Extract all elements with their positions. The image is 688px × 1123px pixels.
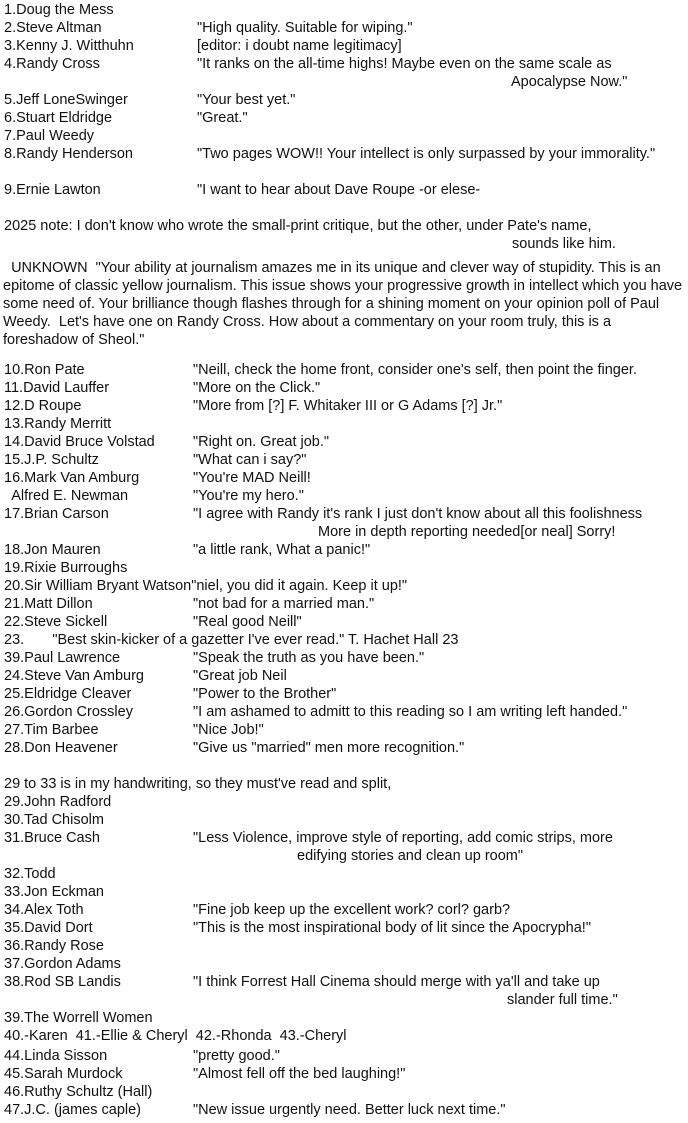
handwriting-note-text: 29 to 33 is in my handwriting, so they must've read and split,	[4, 776, 392, 792]
entry-name: 32.Todd	[4, 866, 56, 882]
entry-row	[0, 433, 688, 451]
entry-quote: "I want to hear about Dave Roupe -or elese-	[197, 182, 481, 198]
entry-name: 15.J.P. Schultz	[4, 452, 99, 468]
entry-row	[0, 793, 688, 811]
entry-name: 34.Alex Toth	[4, 902, 84, 918]
entry-quote-continuation: edifying stories and clean up room"	[297, 848, 523, 864]
entry-row	[0, 595, 688, 613]
entry-row	[0, 811, 688, 829]
entry-name: 17.Brian Carson	[4, 506, 109, 522]
entry-name: 11.David Lauffer	[4, 380, 110, 396]
entry-row	[0, 379, 688, 397]
unknown-critique: UNKNOWN "Your ability at journalism amazes me in its unique and clever way of stupidity. This is an epitome of classic yellow journalism. This issue shows your progressive growth in intellect which you have some need of. Your brilliance though flashes through for a shining moment on your opinion poll of Paul Weedy. Let's have one on Randy Cross. How about a commentary on your room truly, this is a foreshadow of Sheol."	[3, 260, 687, 348]
entry-row	[0, 451, 688, 469]
entry-name: 28.Don Heavener	[4, 740, 118, 756]
entry-row	[0, 1047, 688, 1065]
entry-row	[0, 1027, 688, 1045]
entry-name: 33.Jon Eckman	[4, 884, 104, 900]
entry-continuation	[0, 991, 688, 1009]
entry-continuation	[0, 73, 688, 91]
entry-name: 38.Rod SB Landis	[4, 974, 121, 990]
entry-row	[0, 829, 688, 847]
entry-continuation	[0, 847, 688, 865]
entry-row	[0, 1101, 688, 1119]
note-2025	[0, 217, 688, 235]
entry-row	[0, 361, 688, 379]
entry-quote: "Less Violence, improve style of reporting, add comic strips, more	[193, 830, 613, 846]
entry-row	[0, 649, 688, 667]
note-2025-continuation	[0, 235, 688, 253]
handwriting-note	[0, 775, 688, 793]
entry-name: 36.Randy Rose	[4, 938, 104, 954]
entry-row	[0, 181, 688, 199]
entry-name: 20.Sir William Bryant Watson"niel, you did it again. Keep it up!"	[4, 578, 408, 594]
entry-row	[0, 667, 688, 685]
entry-row	[0, 901, 688, 919]
entry-quote-continuation: More in depth reporting needed[or neal] Sorry!	[318, 524, 616, 540]
entry-quote-continuation: Apocalypse Now."	[511, 74, 628, 90]
entry-name: 31.Bruce Cash	[4, 830, 100, 846]
entry-quote: "Your best yet."	[197, 92, 296, 108]
entry-quote: "Nice Job!"	[193, 722, 264, 738]
entry-name: 1.Doug the Mess	[4, 2, 114, 18]
entry-name: 24.Steve Van Amburg	[4, 668, 144, 684]
entry-name: 7.Paul Weedy	[4, 128, 95, 144]
entry-quote-continuation: slander full time."	[507, 992, 618, 1008]
entry-row	[0, 955, 688, 973]
entry-quote: "I agree with Randy it's rank I just don't know about all this foolishness	[193, 506, 643, 522]
entry-row	[0, 739, 688, 757]
note-2025-line1: 2025 note: I don't know who wrote the small-print critique, but the other, under Pate's name,	[4, 218, 592, 234]
entry-row	[0, 1009, 688, 1027]
entry-quote: "You're my hero."	[193, 488, 304, 504]
entry-row	[0, 541, 688, 559]
entry-name: 13.Randy Merritt	[4, 416, 112, 432]
entry-row	[0, 415, 688, 433]
entry-name: 23. "Best skin-kicker of a gazetter I've ever read." T. Hachet Hall 23	[4, 632, 459, 648]
entry-name: 30.Tad Chisolm	[4, 812, 104, 828]
entry-name: 10.Ron Pate	[4, 362, 85, 378]
entry-quote: "Power to the Brother"	[193, 686, 337, 702]
entry-quote: "a little rank, What a panic!"	[193, 542, 371, 558]
entry-row	[0, 19, 688, 37]
entry-row	[0, 1065, 688, 1083]
entry-name: 35.David Dort	[4, 920, 93, 936]
entry-name: 6.Stuart Eldridge	[4, 110, 113, 126]
entry-row	[0, 37, 688, 55]
entry-name: 26.Gordon Crossley	[4, 704, 133, 720]
entry-row	[0, 397, 688, 415]
entry-name: 29.John Radford	[4, 794, 112, 810]
entry-quote: "You're MAD Neill!	[193, 470, 311, 486]
entry-row	[0, 1, 688, 19]
entry-name: 5.Jeff LoneSwinger	[4, 92, 128, 108]
entry-quote: "Great."	[197, 110, 248, 126]
entry-quote: "Fine job keep up the excellent work? corl? garb?	[193, 902, 511, 918]
entry-row	[0, 883, 688, 901]
entry-row	[0, 685, 688, 703]
entry-row	[0, 937, 688, 955]
entry-name: 21.Matt Dillon	[4, 596, 93, 612]
entry-name: 39.The Worrell Women	[4, 1010, 153, 1026]
note-2025-line2: sounds like him.	[512, 236, 616, 252]
entry-row	[0, 631, 688, 649]
entry-row	[0, 1083, 688, 1101]
entry-quote: "Great job Neil	[193, 668, 287, 684]
entry-quote: "I think Forrest Hall Cinema should merge with ya'll and take up	[193, 974, 600, 990]
entry-name: 44.Linda Sisson	[4, 1048, 108, 1064]
entry-name: 18.Jon Mauren	[4, 542, 101, 558]
entry-name: 14.David Bruce Volstad	[4, 434, 155, 450]
entry-row	[0, 145, 688, 163]
entry-row	[0, 127, 688, 145]
entry-row	[0, 505, 688, 523]
entry-row	[0, 703, 688, 721]
entry-quote: "Real good Neill"	[193, 614, 302, 630]
entry-name: Alfred E. Newman	[4, 488, 129, 504]
entry-quote: "More from [?] F. Whitaker III or G Adams [?] Jr."	[193, 398, 503, 414]
entry-name: 46.Ruthy Schultz (Hall)	[4, 1084, 153, 1100]
entry-quote: "I am ashamed to admitt to this reading so I am writing left handed."	[193, 704, 628, 720]
entry-quote: "More on the Click."	[193, 380, 321, 396]
entry-quote: "Give us "married" men more recognition."	[193, 740, 465, 756]
entry-quote: "High quality. Suitable for wiping."	[197, 20, 413, 36]
entry-row	[0, 721, 688, 739]
entry-name: 2.Steve Altman	[4, 20, 102, 36]
entry-quote: [editor: i doubt name legitimacy]	[197, 38, 402, 54]
entry-name: 12.D Roupe	[4, 398, 82, 414]
entry-quote: "Speak the truth as you have been."	[193, 650, 425, 666]
entry-quote: "What can i say?"	[193, 452, 307, 468]
entry-row	[0, 559, 688, 577]
entry-name: 27.Tim Barbee	[4, 722, 99, 738]
entry-row	[0, 865, 688, 883]
entry-row	[0, 91, 688, 109]
entry-name: 47.J.C. (james caple)	[4, 1102, 141, 1118]
entry-row	[0, 469, 688, 487]
entry-continuation	[0, 523, 688, 541]
entry-name: 22.Steve Sickell	[4, 614, 108, 630]
entry-row	[0, 973, 688, 991]
entry-name: 37.Gordon Adams	[4, 956, 121, 972]
entry-quote: "New issue urgently need. Better luck next time."	[193, 1102, 506, 1118]
entry-row	[0, 109, 688, 127]
entry-quote: "pretty good."	[193, 1048, 280, 1064]
entry-name: 45.Sarah Murdock	[4, 1066, 123, 1082]
entry-row	[0, 487, 688, 505]
entry-row	[0, 577, 688, 595]
entry-quote: "It ranks on the all-time highs! Maybe even on the same scale as	[197, 56, 612, 72]
entry-quote: "Right on. Great job."	[193, 434, 330, 450]
entry-row	[0, 613, 688, 631]
entry-name: 3.Kenny J. Witthuhn	[4, 38, 134, 54]
entry-quote: "Two pages WOW!! Your intellect is only surpassed by your immorality."	[197, 146, 656, 162]
entry-quote: "Neill, check the home front, consider one's self, then point the finger.	[193, 362, 637, 378]
entry-name: 8.Randy Henderson	[4, 146, 133, 162]
entry-row	[0, 55, 688, 73]
entry-name: 9.Ernie Lawton	[4, 182, 101, 198]
entry-quote: "Almost fell off the bed laughing!"	[193, 1066, 406, 1082]
entry-quote: "not bad for a married man."	[193, 596, 375, 612]
entry-quote: "This is the most inspirational body of lit since the Apocrypha!"	[193, 920, 591, 936]
entry-name: 4.Randy Cross	[4, 56, 100, 72]
entry-row	[0, 919, 688, 937]
entry-name: 19.Rixie Burroughs	[4, 560, 128, 576]
entry-name: 40.-Karen 41.-Ellie & Cheryl 42.-Rhonda 43.-Cheryl	[4, 1028, 347, 1044]
entry-name: 39.Paul Lawrence	[4, 650, 121, 666]
entry-name: 16.Mark Van Amburg	[4, 470, 140, 486]
entry-name: 25.Eldridge Cleaver	[4, 686, 132, 702]
